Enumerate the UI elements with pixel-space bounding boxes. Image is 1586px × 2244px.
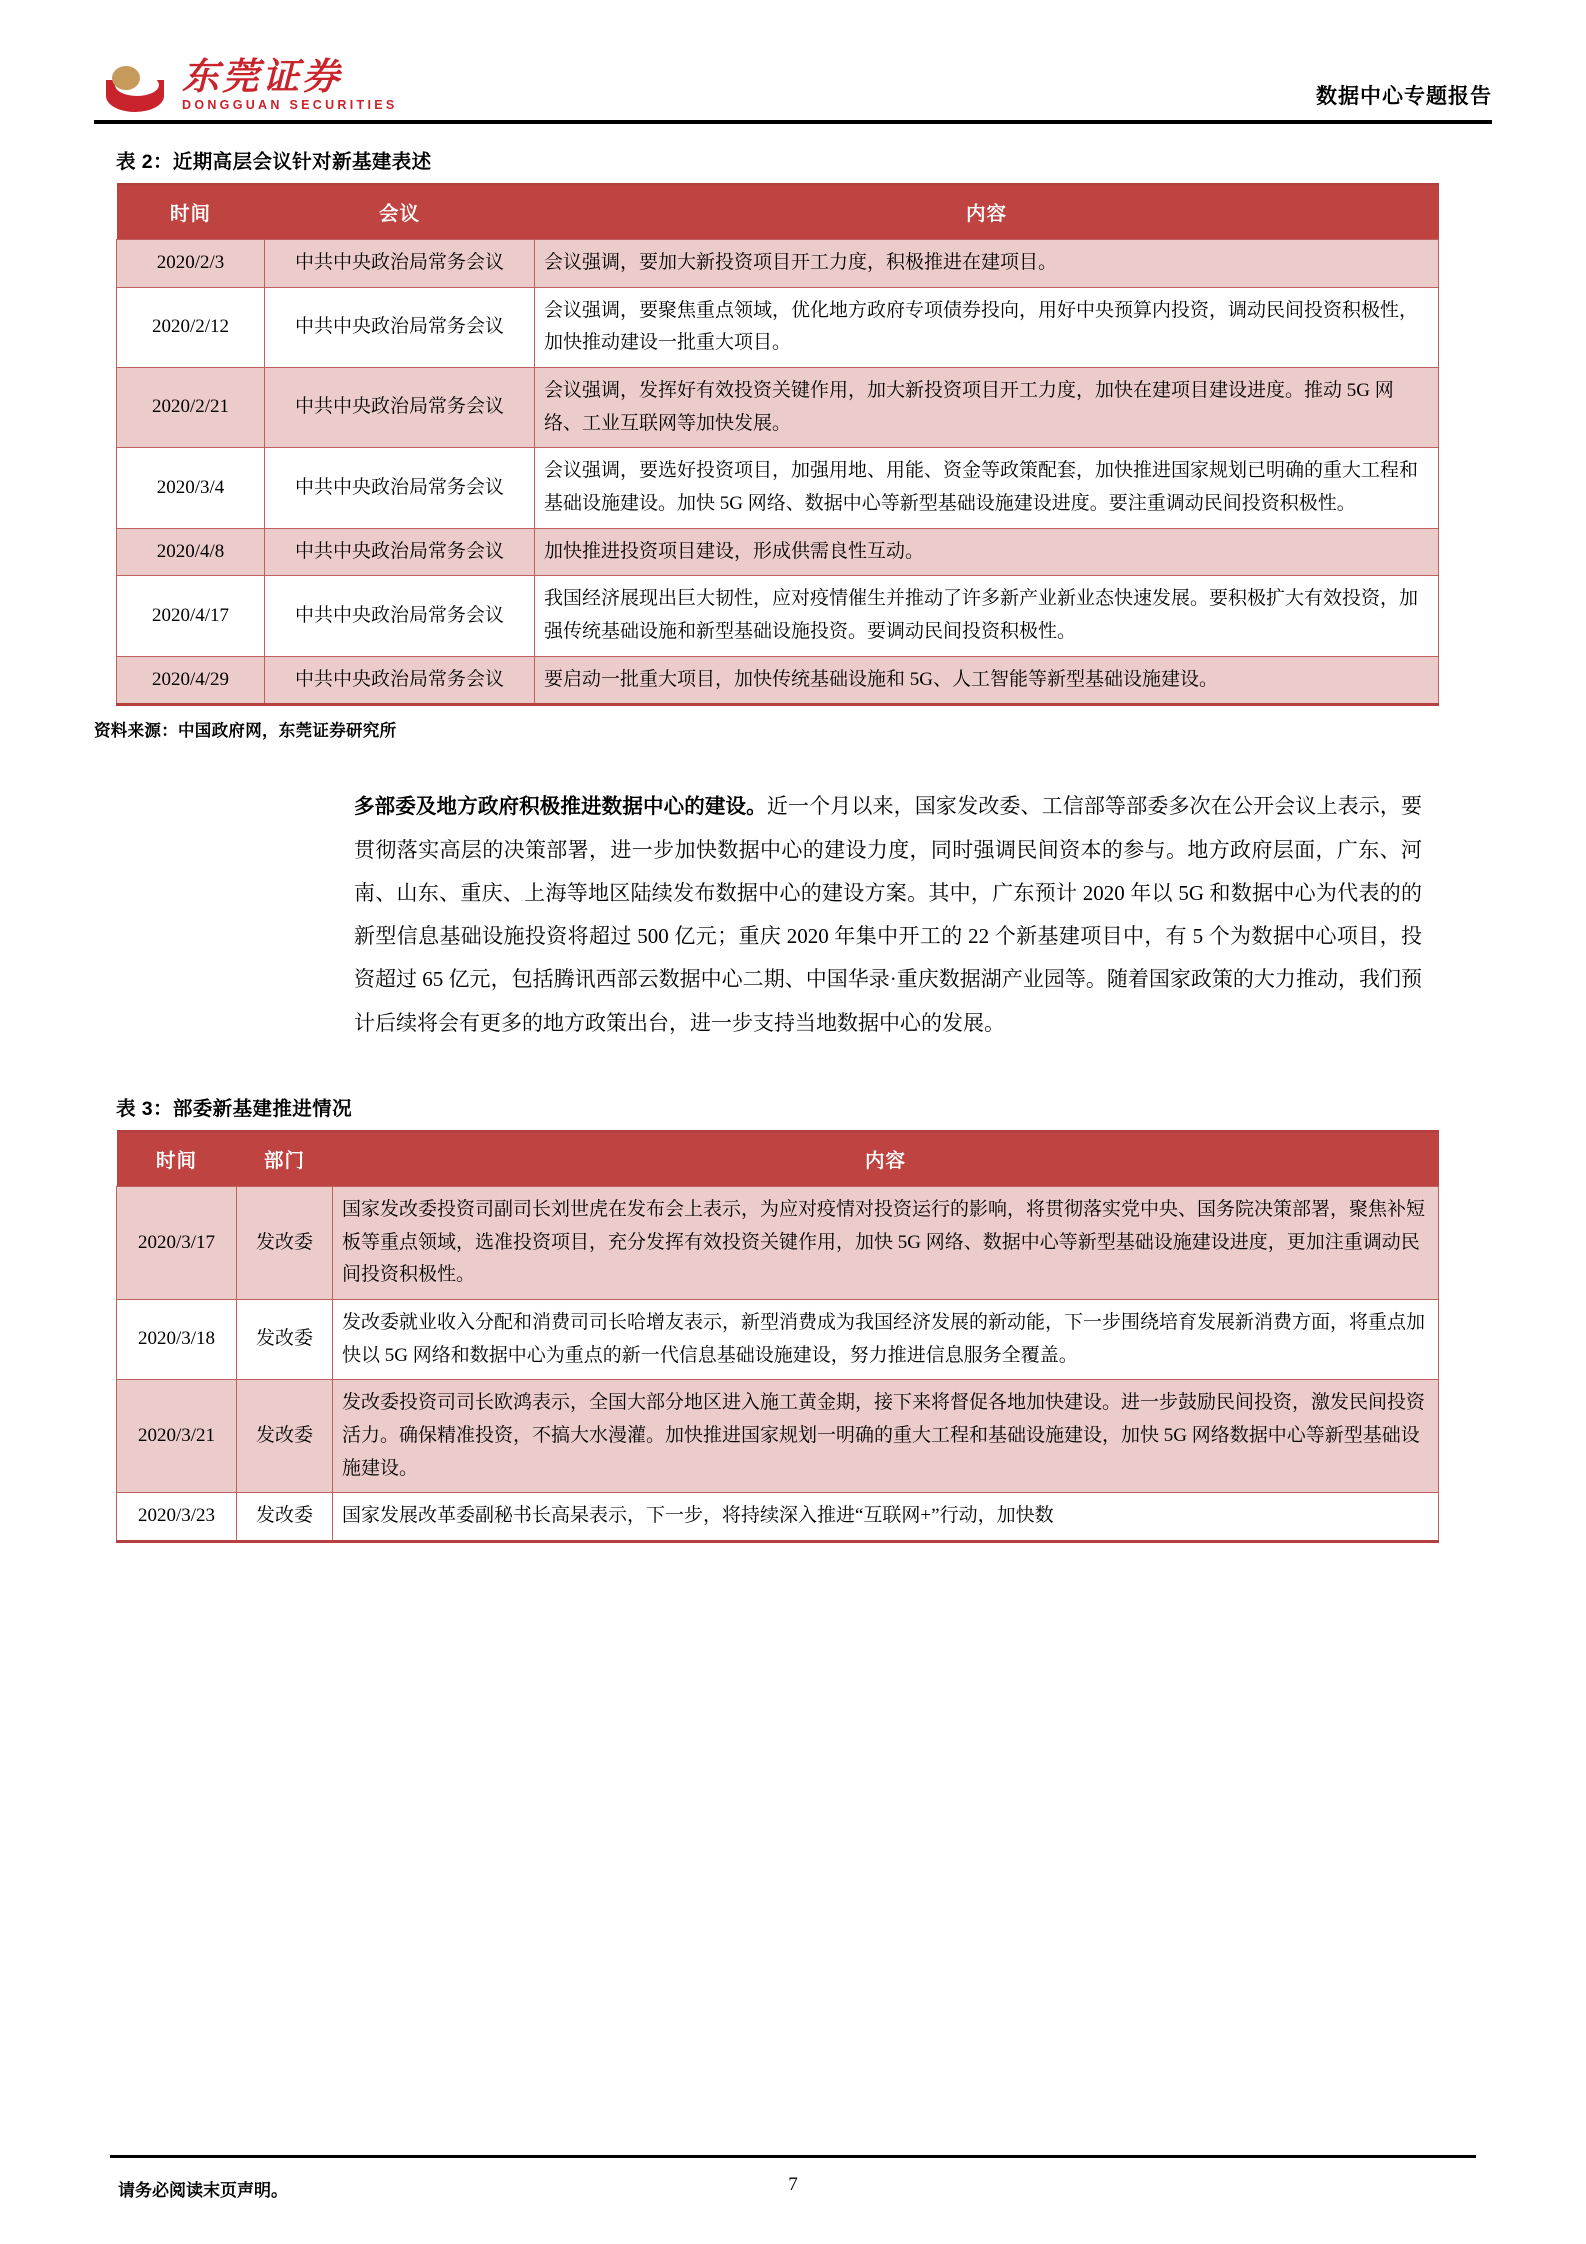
page-number: 7: [788, 2174, 798, 2195]
table2-col-content: 内容: [535, 185, 1439, 240]
table-row: [117, 448, 1439, 528]
cell-content: 发改委投资司司长欧鸿表示，全国大部分地区进入施工黄金期，接下来将督促各地加快建设。进一步鼓励民间投资，激发民间投资活力。确保精准投资，不搞大水漫灌。加快推进国家规划一明确的重大工程和基础设施建设，加快 5G 网络数据中心等新型基础设施建设。: [333, 1380, 1439, 1493]
table-row: [117, 1493, 1439, 1542]
table2-source-note: 资料来源：中国政府网，东莞证券研究所: [94, 722, 397, 741]
table2-col-time: 时间: [117, 185, 265, 240]
table-row: [117, 656, 1439, 705]
table2-col-meeting: 会议: [265, 185, 535, 240]
cell-date: 2020/3/18: [117, 1299, 237, 1379]
table-row: [117, 1299, 1439, 1379]
brand-name-en: DONGGUAN SECURITIES: [182, 98, 398, 113]
dongguan-securities-logomark-icon: [106, 56, 168, 114]
table-recent-meetings: [116, 183, 1439, 706]
page-content: [94, 124, 1492, 1543]
cell-dept: 发改委: [237, 1186, 333, 1299]
cell-content: 加快推进投资项目建设，形成供需良性互动。: [535, 528, 1439, 576]
cell-content: 发改委就业收入分配和消费司司长哈增友表示，新型消费成为我国经济发展的新动能，下一步围绕培育发展新消费方面，将重点加快以 5G 网络和数据中心为重点的新一代信息基础设施建设，努力推进信息服务全覆盖。: [333, 1299, 1439, 1379]
footer-disclaimer: 请务必阅读末页声明。: [118, 2181, 288, 2200]
table-row: [117, 287, 1439, 367]
page-footer: [110, 2172, 1476, 2206]
table3-col-time: 时间: [117, 1131, 237, 1186]
cell-content: 会议强调，发挥好有效投资关键作用，加大新投资项目开工力度，加快在建项目建设进度。推动 5G 网络、工业互联网等加快发展。: [535, 368, 1439, 448]
table3-col-content: 内容: [333, 1131, 1439, 1186]
cell-content: 会议强调，要加大新投资项目开工力度，积极推进在建项目。: [535, 240, 1439, 288]
brand-name-cn: 东莞证券: [182, 54, 342, 99]
cell-meeting: 中共中央政治局常务会议: [265, 448, 535, 528]
table-row: [117, 1380, 1439, 1493]
cell-content: 国家发改委投资司副司长刘世虎在发布会上表示，为应对疫情对投资运行的影响，将贯彻落实党中央、国务院决策部署，聚焦补短板等重点领域，选准投资项目，充分发挥有效投资关键作用，加快 5G 网络、数据中心等新型基础设施建设进度，更加注重调动民间投资积极性。: [333, 1186, 1439, 1299]
table3-caption: 表 3：部委新基建推进情况: [116, 1097, 352, 1120]
paragraph-rest: 近一个月以来，国家发改委、工信部等部委多次在公开会议上表示，要贯彻落实高层的决策部署，进一步加快数据中心的建设力度，同时强调民间资本的参与。地方政府层面，广东、河南、山东、重庆、上海等地区陆续发布数据中心的建设方案。其中，广东预计 2020 年以 5G 和数据中心为代表的的新型信息基础设施投资将超过 500 亿元；重庆 2020 年集中开工的 22 个新基建项目中，有 5 个为数据中心项目，投资超过 65 亿元，包括腾讯西部云数据中心二期、中国华录·重庆数据湖产业园等。随着国家政策的大力推动，我们预计后续将会有更多的地方政策出台，进一步支持当地数据中心的发展。: [354, 794, 1423, 1035]
cell-meeting: 中共中央政治局常务会议: [265, 576, 535, 656]
cell-date: 2020/4/8: [117, 528, 265, 576]
cell-date: 2020/2/3: [117, 240, 265, 288]
body-paragraph: [354, 785, 1422, 1045]
table2-header-row: [117, 185, 1439, 240]
report-header-title: 数据中心专题报告: [1316, 85, 1492, 108]
company-logo: [106, 56, 398, 114]
cell-date: 2020/4/17: [117, 576, 265, 656]
cell-meeting: 中共中央政治局常务会议: [265, 656, 535, 705]
cell-meeting: 中共中央政治局常务会议: [265, 240, 535, 288]
cell-content: 要启动一批重大项目，加快传统基础设施和 5G、人工智能等新型基础设施建设。: [535, 656, 1439, 705]
table3-col-dept: 部门: [237, 1131, 333, 1186]
cell-date: 2020/3/21: [117, 1380, 237, 1493]
cell-dept: 发改委: [237, 1299, 333, 1379]
cell-dept: 发改委: [237, 1380, 333, 1493]
paragraph-lead: 多部委及地方政府积极推进数据中心的建设。: [354, 795, 767, 819]
cell-date: 2020/2/12: [117, 287, 265, 367]
footer-divider: [110, 2155, 1476, 2158]
cell-meeting: 中共中央政治局常务会议: [265, 528, 535, 576]
table-row: [117, 240, 1439, 288]
table-row: [117, 1186, 1439, 1299]
brand-wordmark: [182, 54, 398, 113]
table-row: [117, 528, 1439, 576]
cell-meeting: 中共中央政治局常务会议: [265, 368, 535, 448]
table3-header-row: [117, 1131, 1439, 1186]
table2-caption: 表 2：近期高层会议针对新基建表述: [116, 151, 432, 173]
cell-content: 会议强调，要聚焦重点领域，优化地方政府专项债券投向，用好中央预算内投资，调动民间投资积极性，加快推动建设一批重大项目。: [535, 287, 1439, 367]
cell-date: 2020/2/21: [117, 368, 265, 448]
table-row: [117, 576, 1439, 656]
page-header: [94, 0, 1492, 120]
table-row: [117, 368, 1439, 448]
cell-meeting: 中共中央政治局常务会议: [265, 287, 535, 367]
cell-date: 2020/4/29: [117, 656, 265, 705]
table-ministry-progress: [116, 1130, 1439, 1543]
cell-content: 我国经济展现出巨大韧性，应对疫情催生并推动了许多新产业新业态快速发展。要积极扩大有效投资，加强传统基础设施和新型基础设施投资。要调动民间投资积极性。: [535, 576, 1439, 656]
cell-date: 2020/3/4: [117, 448, 265, 528]
cell-dept: 发改委: [237, 1493, 333, 1542]
cell-content: 国家发展改革委副秘书长高杲表示，下一步，将持续深入推进“互联网+”行动，加快数: [333, 1493, 1439, 1542]
cell-date: 2020/3/17: [117, 1186, 237, 1299]
cell-content: 会议强调，要选好投资项目，加强用地、用能、资金等政策配套，加快推进国家规划已明确的重大工程和基础设施建设。加快 5G 网络、数据中心等新型基础设施建设进度。要注重调动民间投资积极性。: [535, 448, 1439, 528]
cell-date: 2020/3/23: [117, 1493, 237, 1542]
